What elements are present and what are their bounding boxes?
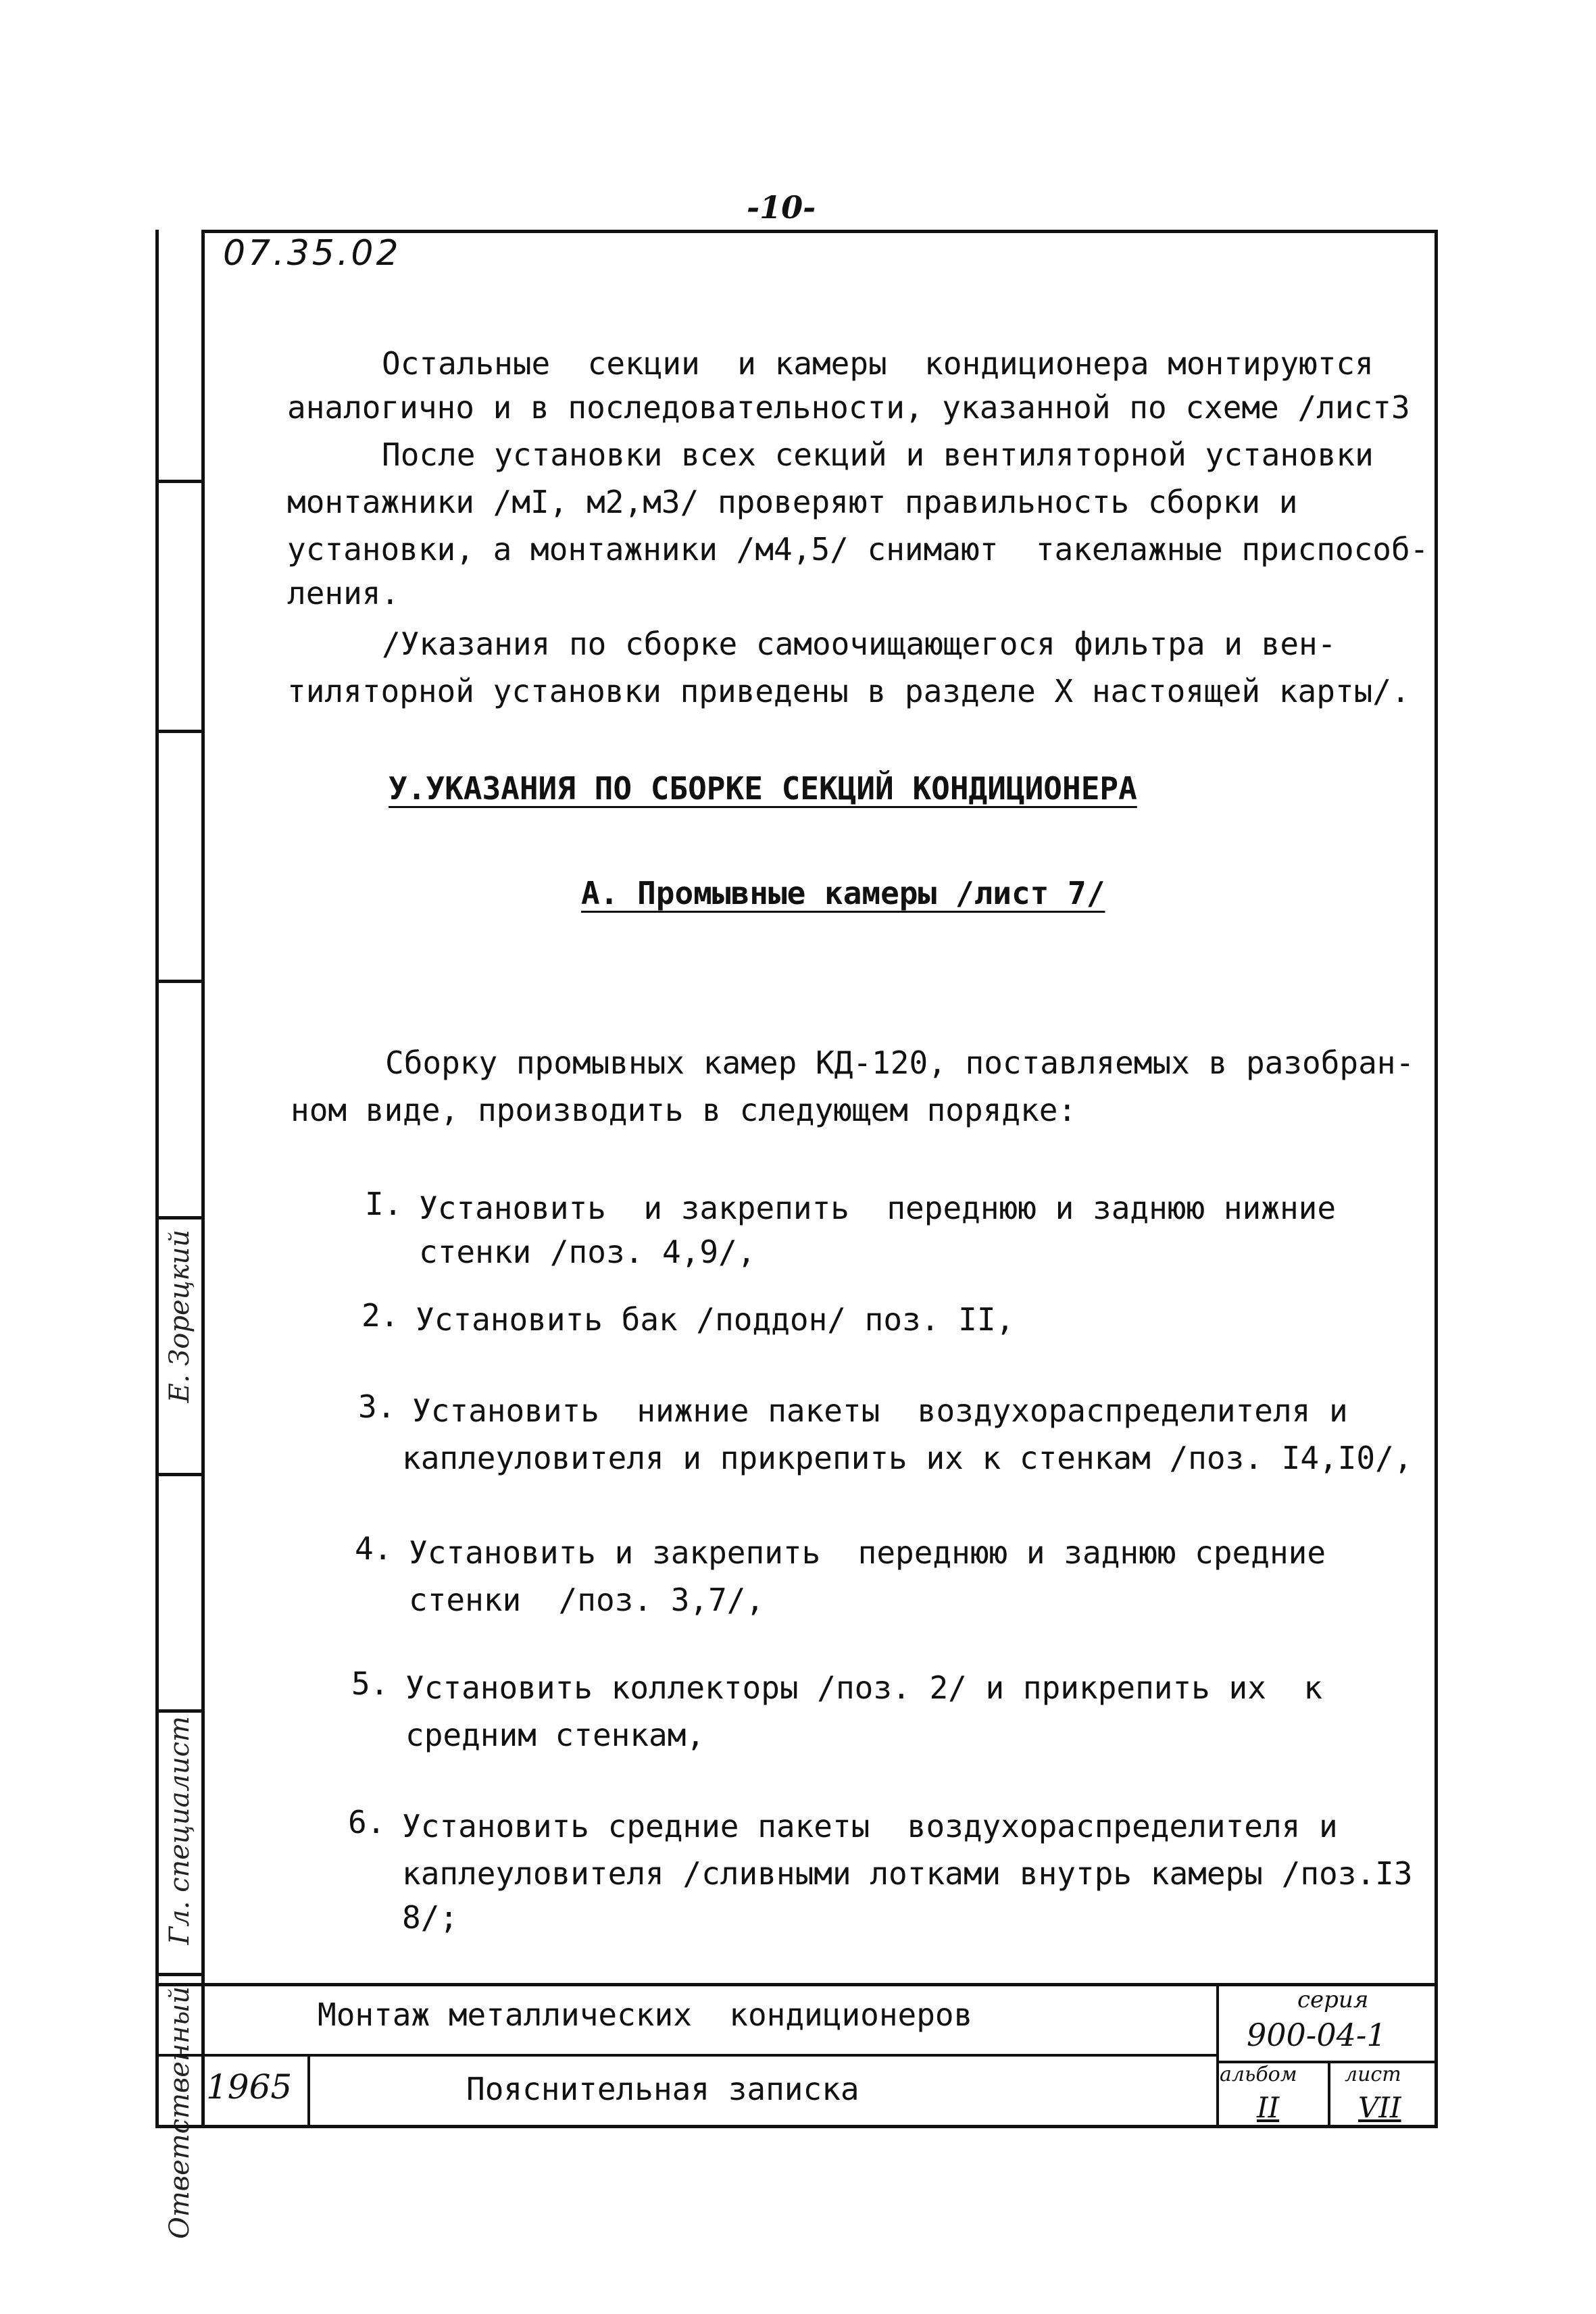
list-item-line: стенки /поз. 4,9/, bbox=[419, 1234, 756, 1270]
list-item-number: 5. bbox=[351, 1665, 389, 1702]
paragraph-line: ления. bbox=[287, 575, 400, 611]
list-item-line: Установить и закрепить переднюю и заднюю нижние bbox=[419, 1190, 1337, 1226]
list-item-line: Установить бак /поддон/ поз. II, bbox=[416, 1301, 1015, 1338]
series-label: серия bbox=[1297, 1986, 1369, 2013]
list-item-line: 8/; bbox=[402, 1899, 459, 1936]
sheet-label: лист bbox=[1345, 2063, 1401, 2086]
side-signature-responsible: Ответственный bbox=[164, 1986, 195, 2239]
strip-divider bbox=[159, 1973, 205, 1976]
list-item-line: каплеуловителя и прикрепить их к стенкам /поз. I4,I0/, bbox=[402, 1440, 1413, 1476]
list-item-line: Установить и закрепить переднюю и заднюю средние bbox=[409, 1534, 1326, 1571]
paragraph-line: установки, а монтажники /м4,5/ снимают такелажные приспособ- bbox=[287, 531, 1429, 568]
paragraph-line: тиляторной установки приведены в разделе Х настоящей карты/. bbox=[287, 673, 1410, 709]
subsection-heading: А. Промывные камеры /лист 7/ bbox=[581, 875, 1105, 911]
paragraph-line: монтажники /мI, м2,м3/ проверяют правильность сборки и bbox=[287, 484, 1298, 520]
list-item-line: средним стенкам, bbox=[405, 1717, 705, 1753]
document-code: 07.35.02 bbox=[223, 233, 401, 274]
paragraph-line: Остальные секции и камеры кондиционера монтируются bbox=[382, 345, 1374, 382]
strip-divider bbox=[159, 980, 205, 983]
strip-divider bbox=[159, 1473, 205, 1476]
series-value: 900-04-1 bbox=[1247, 2017, 1387, 2053]
intro-line: ном виде, производить в следующем порядке: bbox=[291, 1092, 1077, 1128]
list-item-line: стенки /поз. 3,7/, bbox=[409, 1582, 765, 1618]
side-signature-role: Гл. специалист bbox=[164, 1716, 195, 1945]
list-item-line: Установить нижние пакеты воздухораспределителя и bbox=[412, 1392, 1348, 1429]
list-item-number: 4. bbox=[355, 1530, 393, 1567]
paragraph-line: /Указания по сборке самоочищающегося фильтра и вен- bbox=[382, 626, 1337, 662]
list-item-line: Установить коллекторы /поз. 2/ и прикрепить их к bbox=[405, 1669, 1323, 1706]
left-stamp-strip bbox=[155, 230, 201, 2239]
list-item-number: I. bbox=[365, 1186, 403, 1222]
intro-line: Сборку промывных камер КД-120, поставляемых в разобран- bbox=[385, 1045, 1415, 1081]
strip-divider bbox=[159, 480, 205, 483]
strip-divider bbox=[159, 1216, 205, 1219]
side-signature-name: Е. Зорецкий bbox=[164, 1230, 195, 1403]
album-value: II bbox=[1257, 2091, 1280, 2124]
page-number: -10- bbox=[747, 189, 816, 226]
section-heading: У.УКАЗАНИЯ ПО СБОРКЕ СЕКЦИЙ КОНДИЦИОНЕРА bbox=[389, 770, 1137, 807]
strip-divider bbox=[159, 730, 205, 733]
title-block-row-divider bbox=[155, 2054, 1216, 2057]
title-block-subtitle: Пояснительная записка bbox=[466, 2071, 859, 2107]
album-label: альбом bbox=[1220, 2063, 1297, 2086]
paragraph-line: аналогично и в последовательности, указанной по схеме /лист3 bbox=[287, 389, 1410, 426]
list-item-number: 3. bbox=[358, 1388, 396, 1425]
strip-divider bbox=[159, 1709, 205, 1713]
title-block-year: 1965 bbox=[206, 2067, 293, 2107]
title-block-divider bbox=[1216, 1983, 1219, 2128]
title-block-divider bbox=[307, 2054, 310, 2128]
title-block-title: Монтаж металлических кондиционеров bbox=[318, 1996, 973, 2033]
list-item-number: 2. bbox=[361, 1297, 399, 1334]
title-block-divider bbox=[1328, 2061, 1330, 2128]
list-item-line: Установить средние пакеты воздухораспределителя и bbox=[402, 1808, 1338, 1844]
paragraph-line: После установки всех секций и вентиляторной установки bbox=[382, 436, 1374, 473]
list-item-line: каплеуловителя /сливными лотками внутрь камеры /поз.I3 bbox=[402, 1855, 1413, 1892]
list-item-number: 6. bbox=[348, 1804, 386, 1840]
sheet-value: VII bbox=[1358, 2091, 1401, 2124]
